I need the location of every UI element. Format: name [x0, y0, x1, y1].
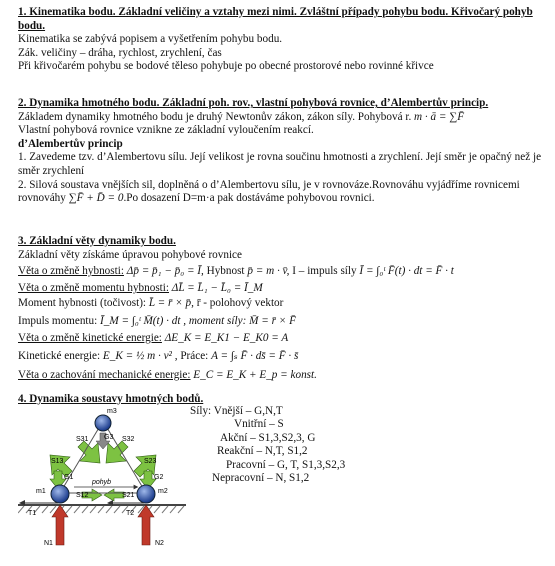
label-s31: S31 [76, 436, 89, 443]
text-line [18, 297, 546, 311]
equation: L̄ = r̄ × p̄, [148, 297, 194, 310]
equation: ΔL̄ = L̄₁ − L̄₀ = Ī_M [171, 281, 263, 294]
label-g2: G2 [154, 474, 164, 481]
equation: m · ā = ∑F̄ [414, 110, 465, 123]
force-line: Nepracovní – N, S1,2 [212, 472, 310, 485]
theorem-label: Věta o změně momentu hybnosti: [18, 281, 169, 294]
normal-force-n1 [52, 505, 68, 545]
text-span: 2. Silová soustava vnějších sil, doplněná o d’Alembertovu sílu, je v rovnováze.Rovnováhu vyjádříme rovnicemi rovnováhy [18, 178, 520, 205]
text-span: Základem dynamiky hmotného bodu je druhý Newtonův zákon, zákon síly. Pohybová r. [18, 110, 412, 123]
text-line: Zák. veličiny – dráha, rychlost, zrychlení, čas [18, 46, 222, 59]
theorem-label: Věta o změně hybnosti: [18, 265, 124, 278]
text-span: moment síly: [188, 314, 247, 327]
text-line: Základní věty získáme úpravou pohybové rovnice [18, 248, 242, 261]
section-3-title: 3. Základní věty dynamiky bodu. [18, 235, 176, 247]
section-4-title: 4. Dynamika soustavy hmotných bodů. [18, 393, 204, 405]
label-s12: S12 [76, 492, 89, 499]
label-n2: N2 [155, 540, 164, 547]
theorem-label: Věta o zachování mechanické energie: [18, 368, 191, 381]
label-s23: S23 [144, 458, 157, 465]
text-line [18, 179, 546, 206]
text-span: Hybnost [206, 265, 245, 278]
text-line: Kinematika se zabývá popisem a vyšetřením pohybu bodu. [18, 33, 283, 46]
equation: M̄ = r̄ × F̄ [249, 314, 296, 327]
equation: E_C = E_K + E_p = konst. [193, 368, 317, 381]
label-s32: S32 [122, 436, 135, 443]
text-line: 1. Zavedeme tzv. d’Alembertovu sílu. Její velikost je rovna součinu hmotnosti a zrychlení. Její směr je opačný než je směr zrychlení [18, 151, 542, 177]
system-of-masses-diagram [18, 405, 188, 555]
theorem-label: Věta o změně kinetické energie: [18, 331, 162, 344]
equation: ΔE_K = E_K1 − E_K0 = A [164, 331, 289, 344]
section-theorems [18, 235, 546, 382]
text-line [18, 315, 546, 329]
text-span: .Po dosazení D=m·a pak dostáváme pohybovou rovnici. [123, 192, 375, 205]
label-m3: m3 [107, 408, 117, 415]
text-line: Při křivočarém pohybu se bodové těleso pohybuje po obecné prostorové nebo rovinné křivce [18, 60, 434, 73]
text-line [18, 111, 546, 125]
label-m2: m2 [158, 488, 168, 495]
text-span: Moment hybnosti (točivost): [18, 297, 147, 310]
equation: p̄ = m · v̄, [247, 265, 290, 278]
text-line [18, 350, 546, 364]
force-line: Akční – S1,3,S2,3, G [220, 431, 316, 444]
force-classification [190, 405, 390, 485]
label-g3: G3 [104, 434, 114, 441]
equation: Δp̄ = p̄₁ − p̄₀ = Ī, [126, 265, 204, 278]
mass-m3 [95, 415, 111, 431]
text-span: Impuls momentu: [18, 314, 98, 327]
label-t2: T2 [126, 510, 135, 517]
mass-m1 [51, 485, 69, 503]
label-t1: T1 [28, 510, 37, 517]
text-line [18, 282, 546, 296]
force-line: Vnitřní – S [234, 418, 284, 431]
label-s13: S13 [51, 458, 64, 465]
text-line [18, 265, 546, 279]
equation: A = ∫ₛ F̄ · ds̄ = F̄ · s̄ [211, 350, 299, 363]
force-line: Síly: Vnější – G,N,T [190, 405, 283, 417]
force-line: Pracovní – G, T, S1,3,S2,3 [226, 458, 346, 471]
equation: E_K = ½ m · v² , [102, 350, 178, 363]
text-line [18, 369, 546, 383]
section-1-title: 1. Kinematika bodu. Základní veličiny a vztahy mezi nimi. Zvláštní případy pohybu bodu. Křivočarý pohyb bodu. [18, 6, 533, 32]
text-span: Kinetické energie: [18, 350, 101, 363]
label-m1: m1 [36, 488, 46, 495]
section-point-dynamics [18, 97, 546, 206]
section-2-title: 2. Dynamika hmotného bodu. Základní poh. rov., vlastní pohybová rovnice, d’Alembertův princip. [18, 97, 489, 109]
text-span: r̄ - polohový vektor [196, 297, 284, 310]
section-kinematics [18, 6, 546, 74]
force-line: Reakční – N,T, S1,2 [217, 445, 308, 458]
equation: Ī = ∫₀ᵗ F̄(t) · dt = F̄ · t [359, 265, 454, 278]
label-g1: G1 [64, 474, 74, 481]
text-span: I – impuls síly [292, 265, 357, 278]
equation: ∑F̄ + D̄ = 0 [68, 192, 124, 205]
normal-force-n2 [138, 505, 154, 545]
text-span: Práce: [180, 350, 209, 363]
text-line [18, 332, 546, 346]
ground-hatch [18, 506, 184, 513]
label-pohyb: pohyb [92, 479, 112, 486]
label-n1: N1 [44, 540, 53, 547]
label-s21: S21 [122, 492, 135, 499]
subheading: d’Alembertův princip [18, 137, 123, 150]
mass-m2 [137, 485, 155, 503]
equation: Ī_M = ∫₀ᵗ M̄(t) · dt , [100, 314, 187, 327]
force-arrow-s21 [104, 489, 124, 501]
text-line: Vlastní pohybová rovnice vznikne ze základní vyloučením reakcí. [18, 124, 314, 137]
